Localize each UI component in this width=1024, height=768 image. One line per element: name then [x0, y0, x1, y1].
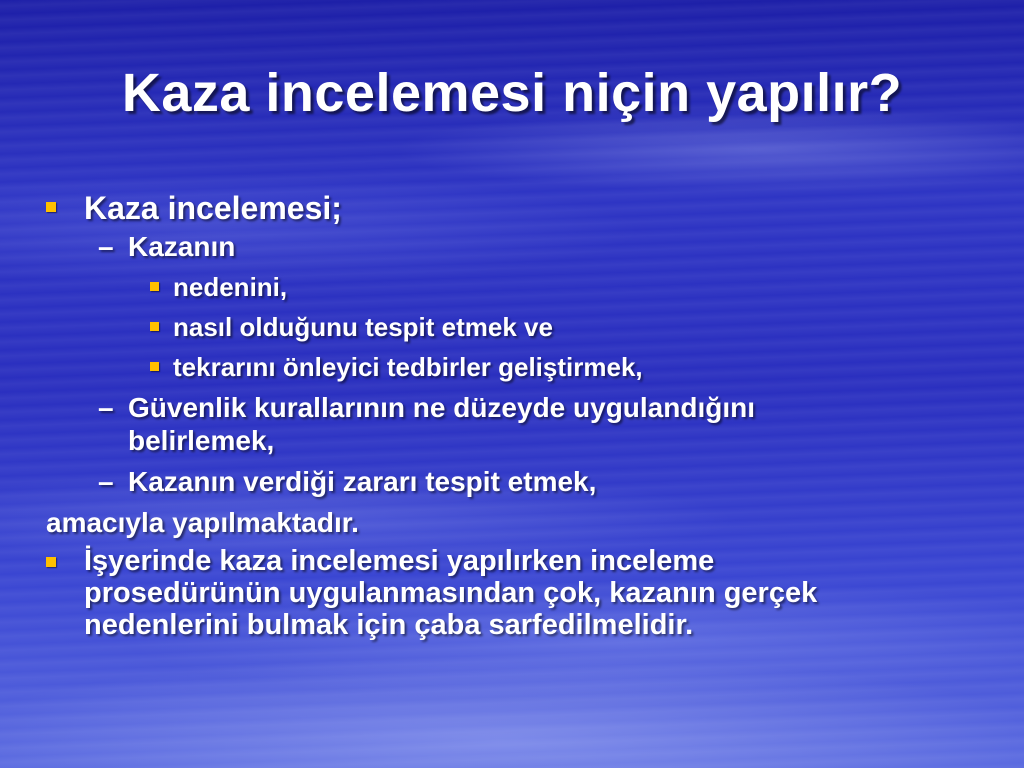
bullet-item [0, 545, 1000, 641]
square-bullet-icon [46, 557, 56, 567]
nested-item [0, 351, 1000, 383]
bullet-text: Kaza incelemesi; [84, 190, 342, 226]
nested-item [0, 271, 1000, 303]
bullet-item [0, 190, 1000, 226]
bullet-text-line: İşyerinde kaza incelemesi yapılırken inceleme [84, 545, 715, 577]
dash-bullet-icon: – [98, 231, 114, 262]
slide-title: Kaza incelemesi niçin yapılır? [121, 63, 903, 123]
sub-item-text-line: Güvenlik kurallarının ne düzeyde uygulandığını [128, 392, 756, 423]
sub-item [0, 465, 1000, 498]
nested-item-text: tekrarını önleyici tedbirler geliştirmek, [173, 352, 643, 382]
nested-item [0, 311, 1000, 343]
sub-item-text-line: belirlemek, [128, 425, 275, 456]
sub-item-text: Kazanın [128, 231, 236, 262]
slide-body [0, 190, 1000, 645]
square-bullet-icon [46, 202, 56, 212]
square-bullet-icon [150, 282, 159, 291]
square-bullet-icon [150, 362, 159, 371]
sub-item-text: Kazanın verdiği zararı tespit etmek, [128, 466, 597, 497]
nested-item-text: nasıl olduğunu tespit etmek ve [173, 312, 553, 342]
dash-bullet-icon: – [98, 466, 114, 497]
sub-item [0, 230, 1000, 263]
bullet-text-line: prosedürünün uygulanmasından çok, kazanın gerçek [84, 577, 818, 609]
dash-bullet-icon: – [98, 392, 114, 423]
bullet-text-line: nedenlerini bulmak için çaba sarfedilmelidir. [84, 609, 694, 641]
paragraph-text: amacıyla yapılmaktadır. [46, 507, 359, 538]
square-bullet-icon [150, 322, 159, 331]
nested-item-text: nedenini, [173, 272, 288, 302]
sub-item [0, 391, 1000, 457]
